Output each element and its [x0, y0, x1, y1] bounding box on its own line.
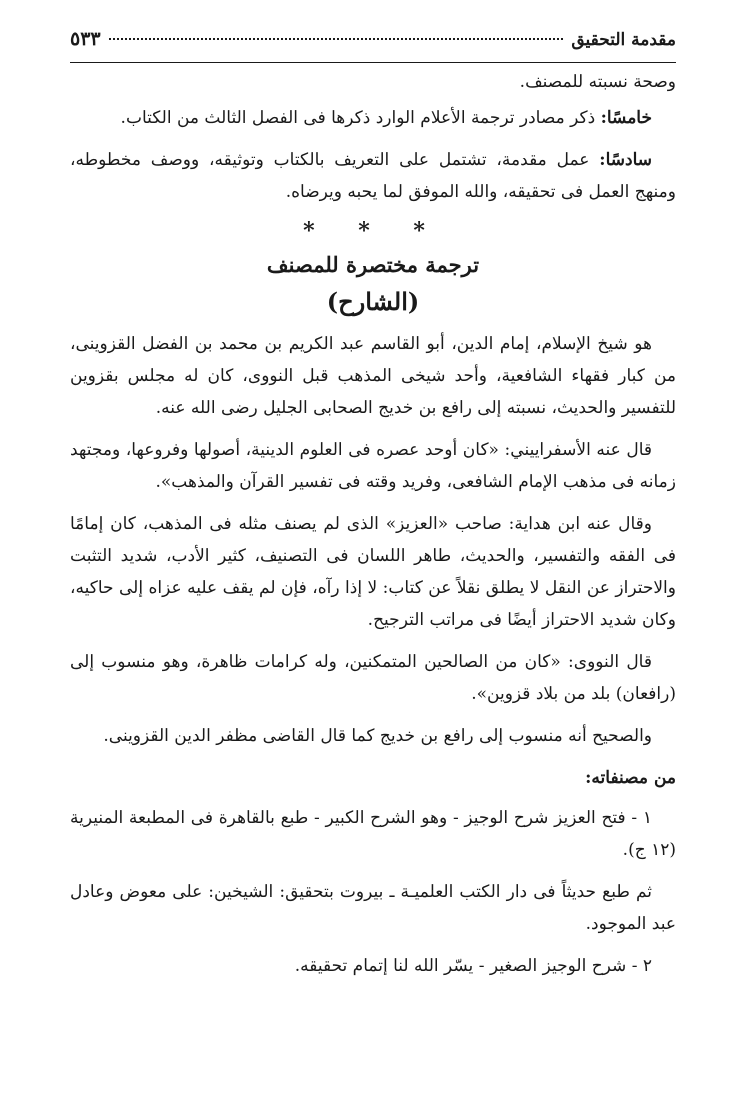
works-item-1: ١ - فتح العزيز شرح الوجيز - وهو الشرح الكبير - طبع بالقاهرة فى المطبعة المنيرية (١٢ ج). — [70, 808, 676, 860]
bio-paragraph-5: والصحيح أنه منسوب إلى رافع بن خديج كما قال القاضى مظفر الدين القزوينى. — [103, 726, 652, 746]
dotted-leader — [109, 38, 564, 40]
paragraph-sixth — [70, 144, 676, 208]
page-number: ٥٣٣ — [70, 28, 101, 50]
works-heading: من مصنفاته: — [585, 768, 676, 788]
bio-paragraph-2: قال عنه الأسفراييني: «كان أوحد عصره فى العلوم الدينية، أصولها وفروعها، ومجتهد زمانه فى مذهب الإمام الشافعى، وفريد وقته فى تفسير القرآن والمذهب». — [70, 440, 676, 492]
fifth-text: ذكر مصادر ترجمة الأعلام الوارد ذكرها فى الفصل الثالث من الكتاب. — [120, 108, 601, 128]
sixth-text: عمل مقدمة، تشتمل على التعريف بالكتاب وتوثيقه، ووصف مخطوطه، ومنهج العمل فى تحقيقه، والله الموفق لما يحبه ويرضاه. — [70, 150, 676, 202]
works-item-1-note: ثم طبع حديثاً فى دار الكتب العلميـة ـ بيروت بتحقيق: الشيخين: على معوض وعادل عبد الموجود. — [70, 882, 676, 934]
works-item-2: ٢ - شرح الوجيز الصغير - يسّر الله لنا إتمام تحقيقه. — [294, 956, 652, 976]
bio-paragraph-4: قال النووى: «كان من الصالحين المتمكنين، وله كرامات ظاهرة، وهو منسوب إلى (رافعان) بلد من بلاد قزوين». — [70, 652, 676, 704]
page-body — [70, 66, 676, 992]
sixth-label: سادسًا: — [599, 150, 652, 170]
running-title: مقدمة التحقيق — [571, 30, 676, 50]
section-title: ترجمة مختصرة للمصنف — [266, 252, 480, 277]
bio-paragraph-1: هو شيخ الإسلام، إمام الدين، أبو القاسم عبد الكريم بن محمد بن الفضل القزوينى، من كبار فقهاء الشافعية، وأحد شيخى المذهب قبل النووى، كان له مجلس بقزوين للتفسير والحديث، نسبته إلى رافع بن خديج الصحابى الجليل رضى الله عنه. — [70, 334, 676, 418]
section-subtitle: (الشارح) — [326, 287, 420, 316]
fifth-label: خامسًا: — [600, 108, 652, 128]
page-header — [70, 28, 676, 63]
bio-paragraph-3: وقال عنه ابن هداية: صاحب «العزيز» الذى لم يصنف مثله فى المذهب، كان إمامًا فى الفقه والتفسير، والحديث، طاهر اللسان فى التصنيف، كثير الأدب، شديد التثبت والاحتراز عن النقل لا يطلق نقلاً عن كتاب: لا إذا رآه، فإن لم يقف عليه عزاه إلى حاكيه، وكان شديد الاحتراز أيضًا فى مراتب الترجيح. — [70, 514, 676, 630]
paragraph-fifth — [70, 102, 676, 134]
paragraph-continuation: وصحة نسبته للمصنف. — [519, 72, 676, 92]
section-divider-stars: * * * — [303, 218, 443, 244]
